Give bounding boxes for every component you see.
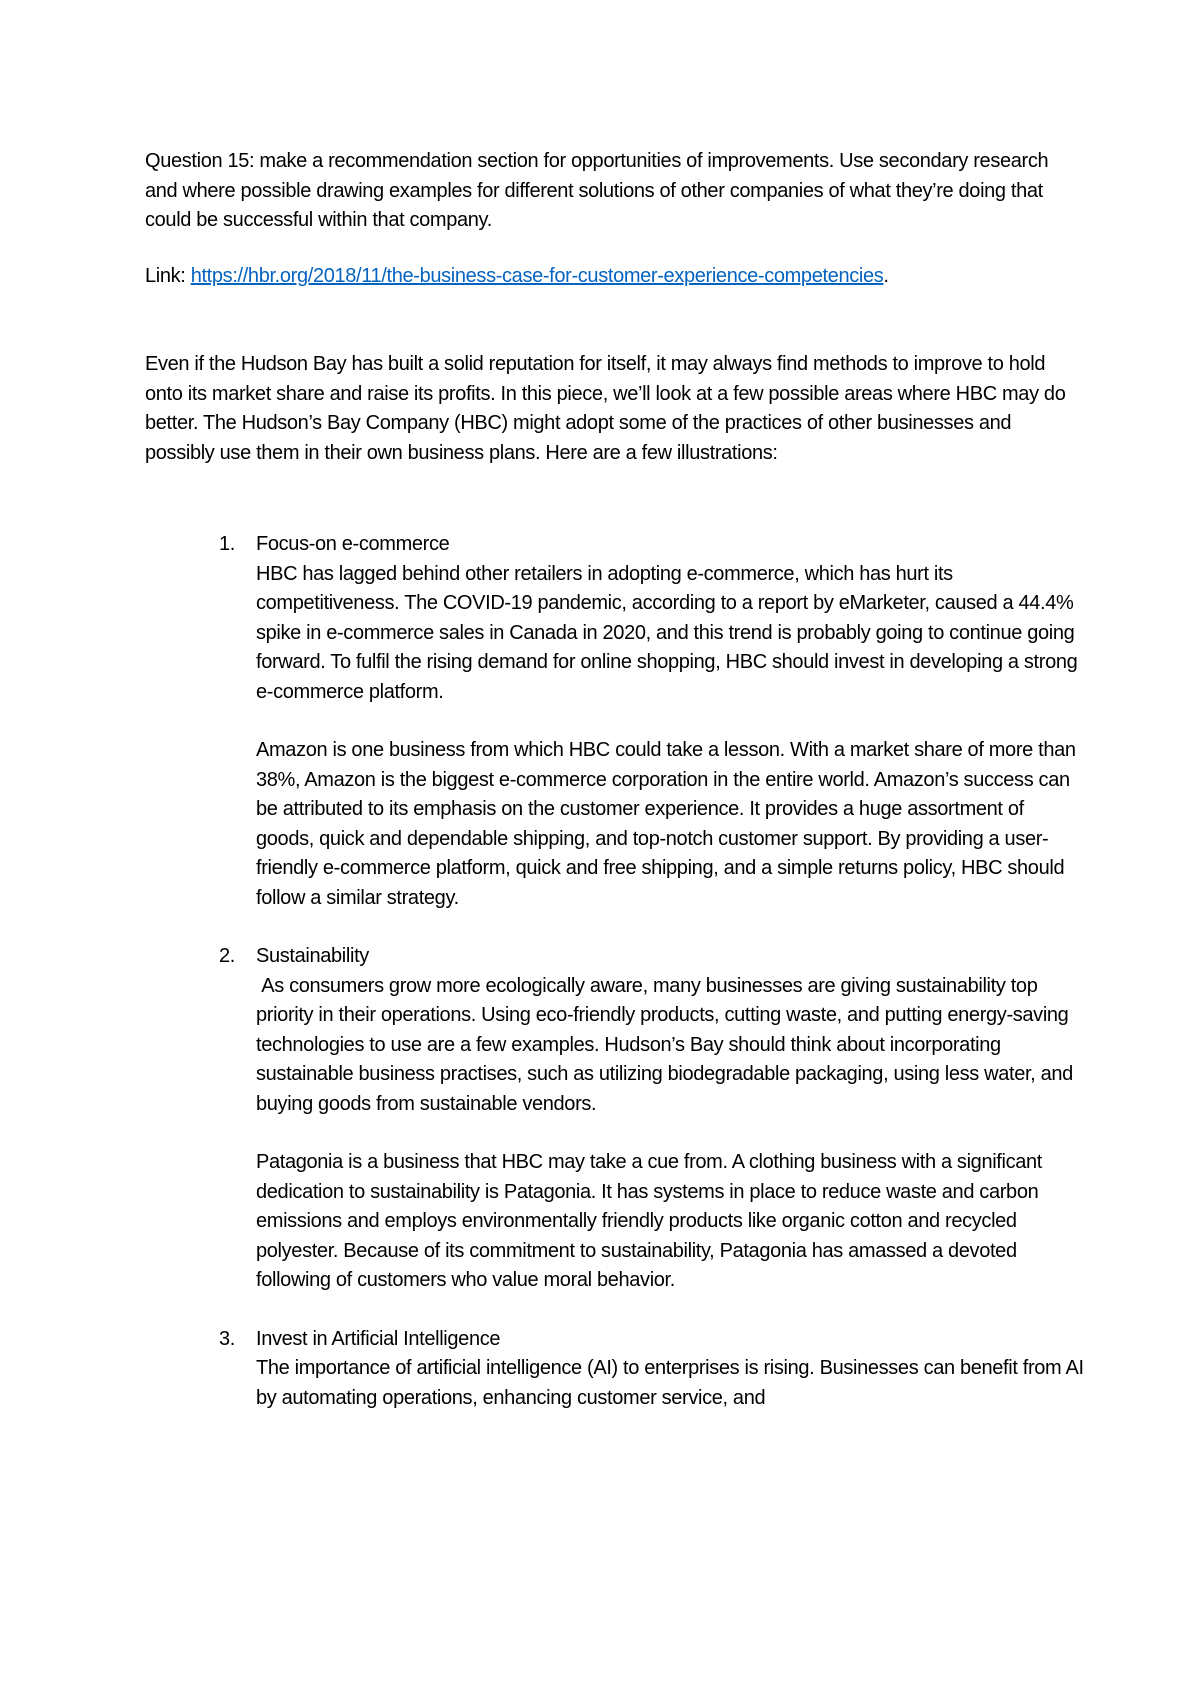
link-line: [145, 262, 1085, 292]
intro-paragraph: Even if the Hudson Bay has built a solid reputation for itself, it may always find methods to improve to hold onto its market share and raise its profits. In this piece, we’ll look at a few possible areas where HBC may do better. The Hudson’s Bay Company (HBC) might adopt some of the practices of other businesses and possibly use them in their own business plans. Here are a few illustrations:: [145, 353, 1066, 464]
list-item-paragraph: The importance of artificial intelligence (AI) to enterprises is rising. Businesses can benefit from AI by automating operations, enhancing customer service, and: [256, 1357, 1084, 1409]
list-item-paragraph: As consumers grow more ecologically aware, many businesses are giving sustainability top priority in their operations. Using eco-friendly products, cutting waste, and putting energy-saving technologies to use are a few examples. Hudson’s Bay should think about incorporating sustainable business practises, such as utilizing biodegradable packaging, using less water, and buying goods from sustainable vendors.: [256, 974, 1079, 1115]
list-item: [145, 942, 1085, 1296]
list-item-paragraph: HBC has lagged behind other retailers in adopting e-commerce, which has hurt its competitiveness. The COVID-19 pandemic, according to a report by eMarketer, caused a 44.4% spike in e-commerce sales in Canada in 2020, and this trend is probably going to continue going forward. To fulfil the rising demand for online shopping, HBC should invest in developing a strong e-commerce platform.: [256, 562, 1078, 703]
list-item-heading: Focus-on e-commerce: [256, 533, 450, 555]
list-item-heading: Sustainability: [256, 945, 369, 967]
list-item-paragraph: Amazon is one business from which HBC could take a lesson. With a market share of more than 38%, Amazon is the biggest e-commerce corporation in the entire world. Amazon’s success can be attributed to its emphasis on the customer experience. It provides a huge assortment of goods, quick and dependable shipping, and top-notch customer support. By providing a user-friendly e-commerce platform, quick and free shipping, and a simple returns policy, HBC should follow a similar strategy.: [256, 739, 1076, 909]
list-number: 3.: [219, 1327, 235, 1350]
list-number: 1.: [219, 533, 235, 555]
list-item-heading: Invest in Artificial Intelligence: [256, 1327, 501, 1350]
list-item-paragraph: Patagonia is a business that HBC may take a cue from. A clothing business with a significant dedication to sustainability is Patagonia. It has systems in place to reduce waste and carbon emissions and employs environmentally friendly products like organic cotton and recycled polyester. Because of its commitment to sustainability, Patagonia has amassed a devoted following of customers who value moral behavior.: [256, 1151, 1043, 1291]
link-label: Link:: [145, 265, 191, 287]
hbr-link[interactable]: https://hbr.org/2018/11/the-business-case-for-customer-experience-competencies: [190, 265, 884, 287]
list-item: [145, 1325, 1085, 1414]
list-item: [145, 530, 1085, 913]
link-suffix: .: [883, 265, 889, 287]
list-number: 2.: [219, 945, 235, 967]
question-paragraph: Question 15: make a recommendation section for opportunities of improvements. Use secondary research and where possible drawing examples for different solutions of other companies of what they’re doing that could be successful within that company.: [145, 150, 1049, 231]
recommendation-list: [145, 530, 1085, 1413]
